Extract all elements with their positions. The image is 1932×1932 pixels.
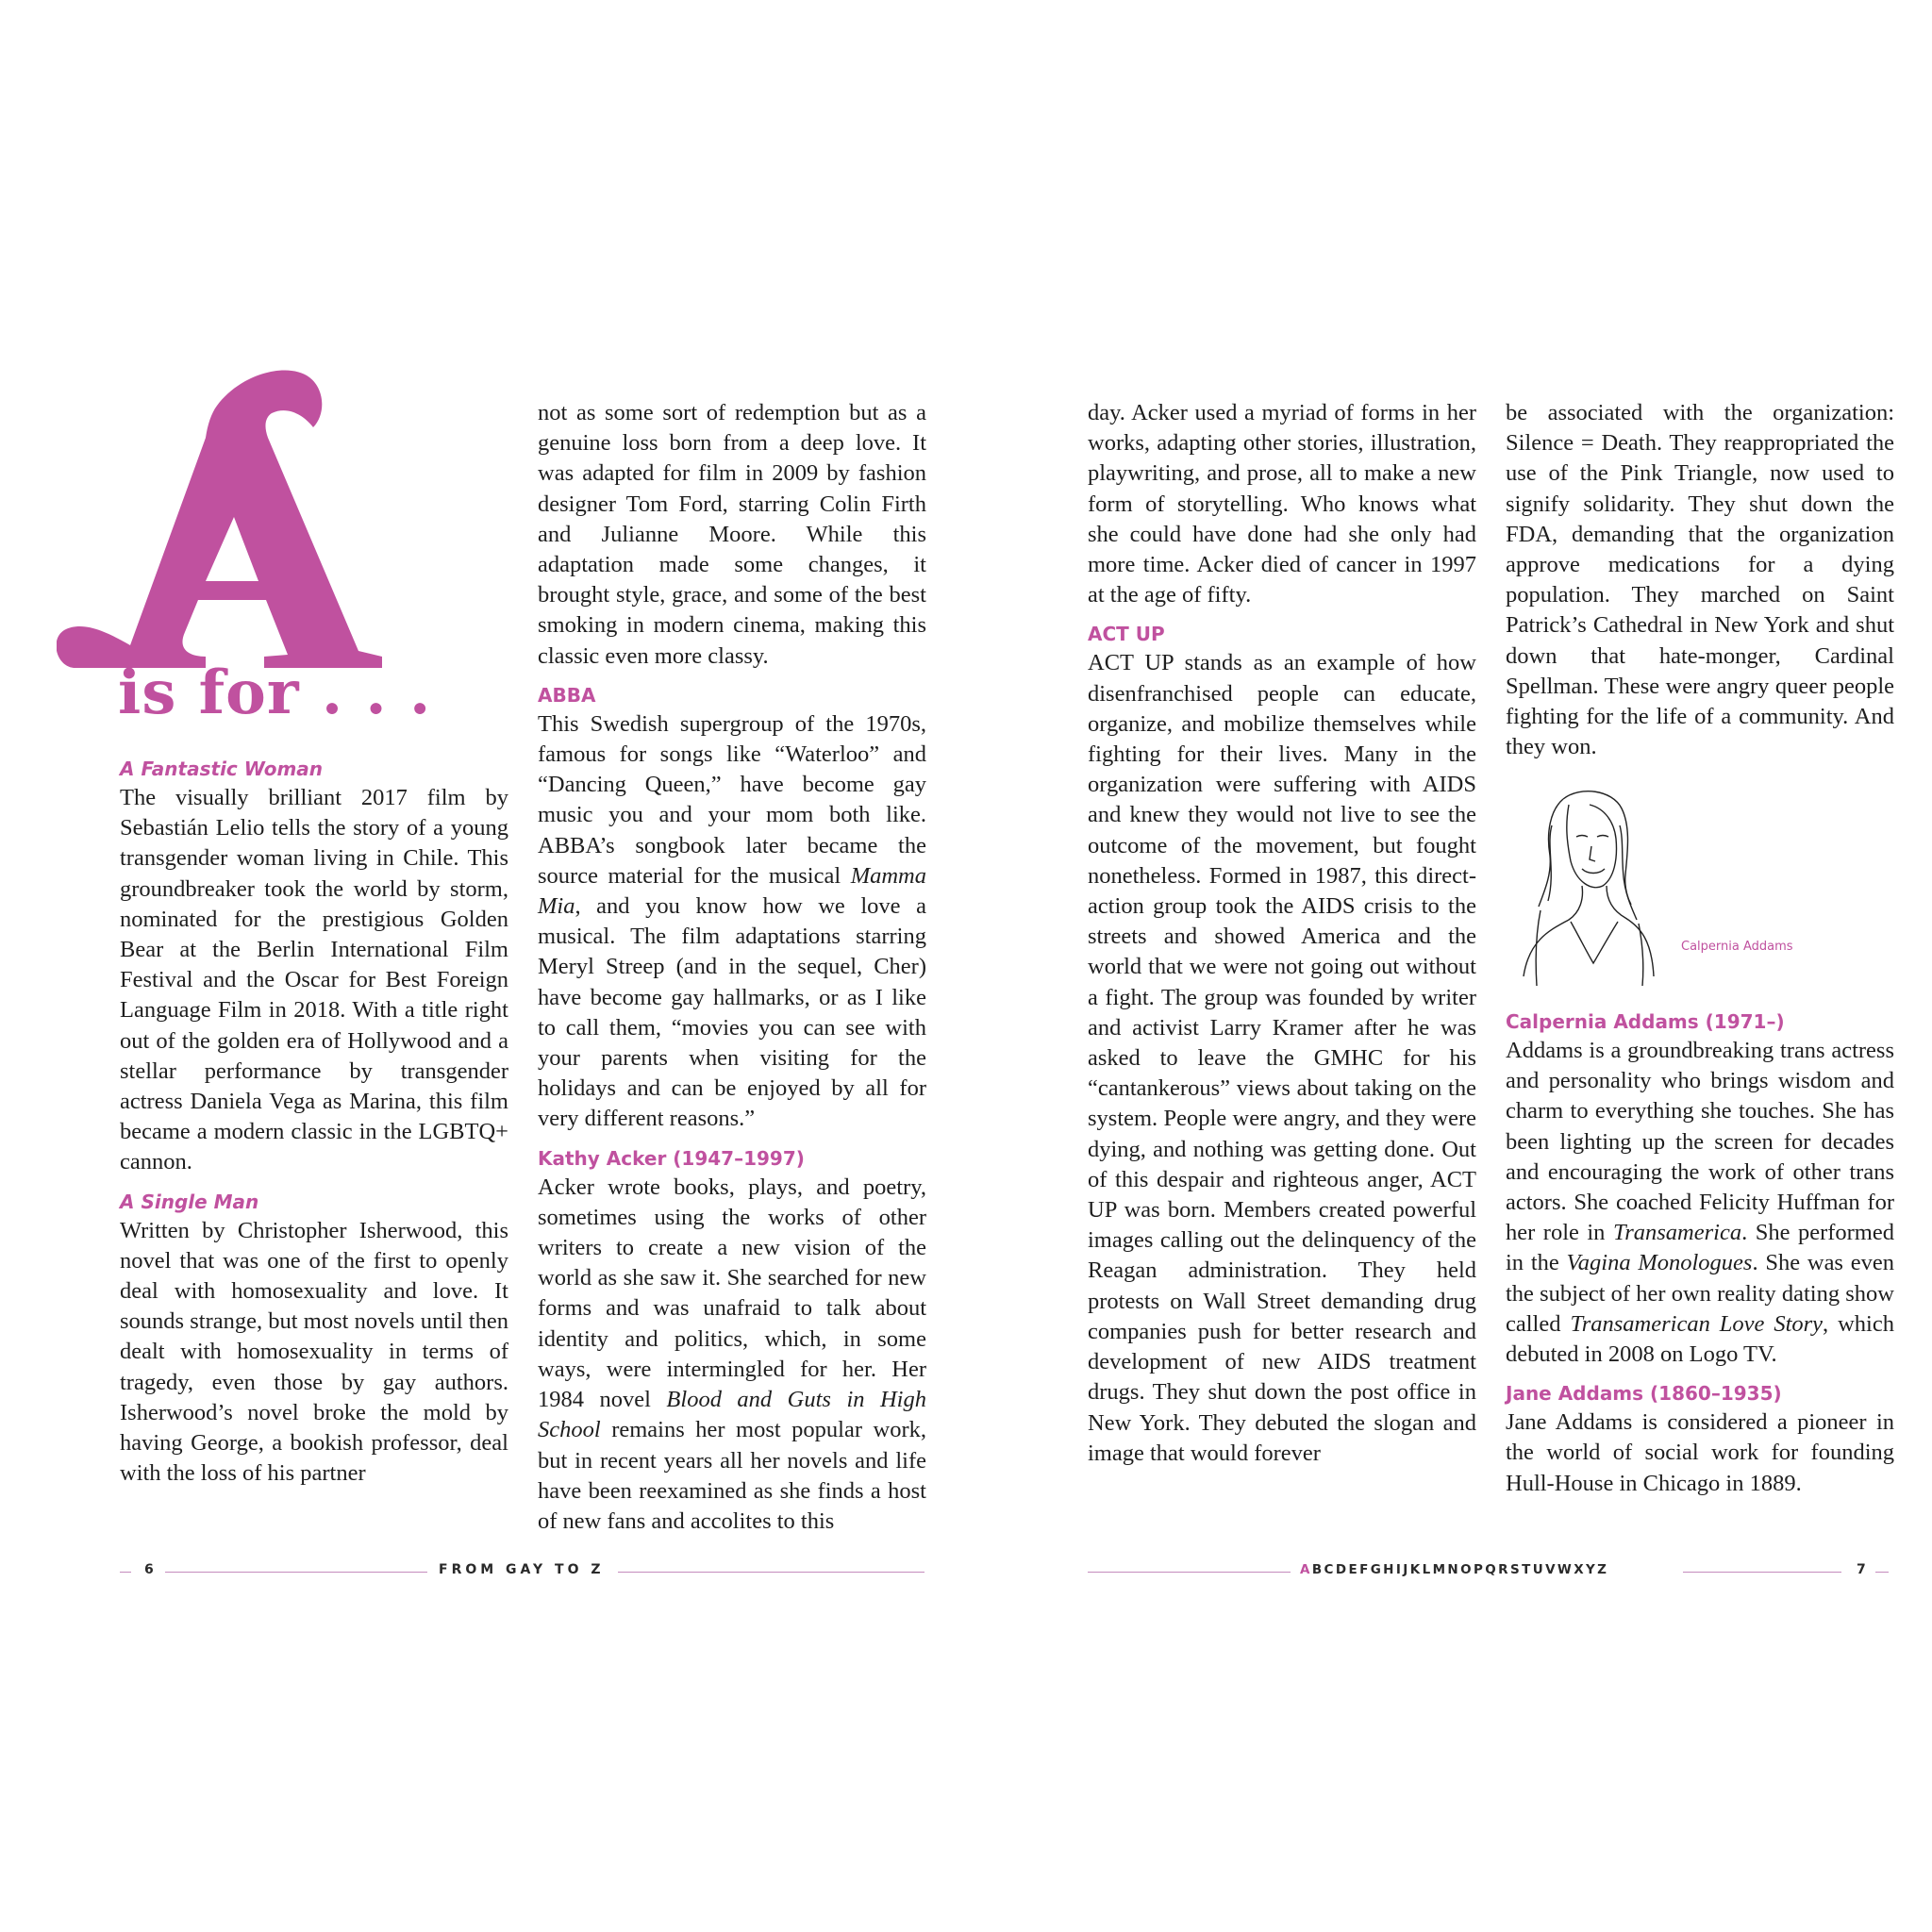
portrait-illustration-icon	[1514, 788, 1660, 986]
entry-heading: A Single Man	[120, 1190, 259, 1213]
running-title: FROM GAY TO Z	[439, 1562, 605, 1577]
text-column-4	[1506, 398, 1894, 762]
entry-body: Acker wrote books, plays, and poetry, sometimes using the works of other writers to create a new vision of the world as she saw it. She searched for new forms and was unafraid to talk about identity and politics, which, in some ways, were intermingled for her. Her 1984 novel Blood and Guts in High School remains her most popular work, but in recent years all her novels and life have been reexamined as she finds a host of new fans and accolites to this	[538, 1174, 926, 1534]
entry-body: not as some sort of redemption but as a genuine loss born from a deep love. It was adapted for film in 2009 by fashion designer Tom Ford, starring Colin Firth and Julianne Moore. While this adaptation made some changes, it brought style, grace, and some of the best smoking in modern cinema, making this classic even more classy.	[538, 400, 926, 669]
entry-heading: Kathy Acker (1947–1997)	[538, 1146, 805, 1170]
entry-body: ACT UP stands as an example of how disenfranchised people can educate, organize, and mobilize themselves while fighting for their lives. Many in the organization were suffering with AIDS and knew they would not live to see the outcome of the movement, but fought nonetheless. Formed in 1987, this direct-action group took the AIDS crisis to the streets and showed America and the world that we were not going out without a fight. The group was founded by writer and activist Larry Kramer after he was asked to leave the GMHC for his “cantankerous” views about taking on the system. People were angry, and they were dying, and nothing was getting done. Out of this despair and righteous anger, ACT UP was born. Members created powerful images calling out the delinquency of the Reagan administration. They held protests on Wall Street demanding drug companies push for better research and development of new AIDS treatment drugs. They shut down the post office in New York. They debuted the slogan and image that would forever	[1088, 650, 1476, 1466]
page-number-left: 6	[144, 1562, 154, 1577]
alphabet-index	[1300, 1562, 1608, 1577]
footer-rule	[120, 1572, 131, 1573]
drop-cap-letter-a	[57, 357, 387, 668]
text-column-1	[120, 755, 508, 1489]
entry-heading: Jane Addams (1860–1935)	[1506, 1382, 1782, 1406]
entry-heading: ACT UP	[1088, 623, 1165, 646]
entry-body: This Swedish supergroup of the 1970s, famous for songs like “Waterloo” and “Dancing Queen,” have become gay music you and your mom both like. ABBA’s songbook later became the source material for the musical Mamma Mia, and you know how we love a musical. The film adaptations starring Meryl Streep (and in the sequel, Cher) have become gay hallmarks, or as I like to call them, “movies you can see with your parents when visiting for the holidays and can be enjoyed by all for very different reasons.”	[538, 710, 926, 1132]
footer-rule	[618, 1572, 924, 1573]
page-number-right: 7	[1857, 1562, 1866, 1577]
alphabet-rest: BCDEFGHIJKLMNOPQRSTUVWXYZ	[1311, 1562, 1609, 1577]
entry-heading: A Fantastic Woman	[120, 758, 324, 780]
illustration-caption: Calpernia Addams	[1681, 940, 1793, 954]
section-subtitle: is for . . .	[118, 658, 432, 728]
footer-rule	[1683, 1572, 1841, 1573]
entry-heading: ABBA	[538, 683, 596, 707]
text-column-2	[538, 398, 926, 1537]
entry-body: The visually brilliant 2017 film by Sebastián Lelio tells the story of a young transgender woman living in Chile. This groundbreaker took the world by storm, nominated for the prestigious Golden Bear at the Berlin International Film Festival and the Oscar for Best Foreign Language Film in 2018. With a title right out of the golden era of Hollywood and a stellar performance by transgender actress Daniela Vega as Marina, this film became a modern classic in the LGBTQ+ cannon.	[120, 785, 508, 1175]
entry-heading: Calpernia Addams (1971–)	[1506, 1010, 1785, 1033]
footer-rule	[1088, 1572, 1291, 1573]
entry-body: Written by Christopher Isherwood, this novel that was one of the first to openly deal with homosexuality and love. It sounds strange, but most novels until then dealt with homosexuality in terms of tragedy, even those by gay authors. Isherwood’s novel broke the mold by having George, a bookish professor, deal with the loss of his partner	[120, 1217, 508, 1487]
entry-body: day. Acker used a myriad of forms in her works, adapting other stories, illustration, playwriting, and prose, all to make a new form of storytelling. Who knows what she could have done had she only had more time. Acker died of cancer in 1997 at the age of fifty.	[1088, 400, 1476, 608]
footer-rule	[1875, 1572, 1889, 1573]
text-column-3	[1088, 398, 1476, 1469]
entry-body: be associated with the organization: Silence = Death. They reappropriated the use of the Pink Triangle, now used to signify solidarity. They shut down the FDA, demanding that the organization approve medications for a dying population. They marched on Saint Patrick’s Cathedral in New York and shut down that hate-monger, Cardinal Spellman. These were angry queer people fighting for the life of a community. And they won.	[1506, 400, 1894, 760]
footer-rule	[165, 1572, 427, 1573]
alphabet-current-letter: A	[1300, 1562, 1312, 1577]
text-column-4-lower	[1506, 998, 1894, 1499]
entry-body: Jane Addams is considered a pioneer in the world of social work for founding Hull-House in Chicago in 1889.	[1506, 1409, 1894, 1496]
entry-body: Addams is a groundbreaking trans actress and personality who brings wisdom and charm to everything she touches. She has been lighting up the screen for decades and encouraging the work of other trans actors. She coached Felicity Huffman for her role in Transamerica. She performed in the Vagina Monologues. She was even the subject of her own reality dating show called Transamerican Love Story, which debuted in 2008 on Logo TV.	[1506, 1038, 1894, 1368]
